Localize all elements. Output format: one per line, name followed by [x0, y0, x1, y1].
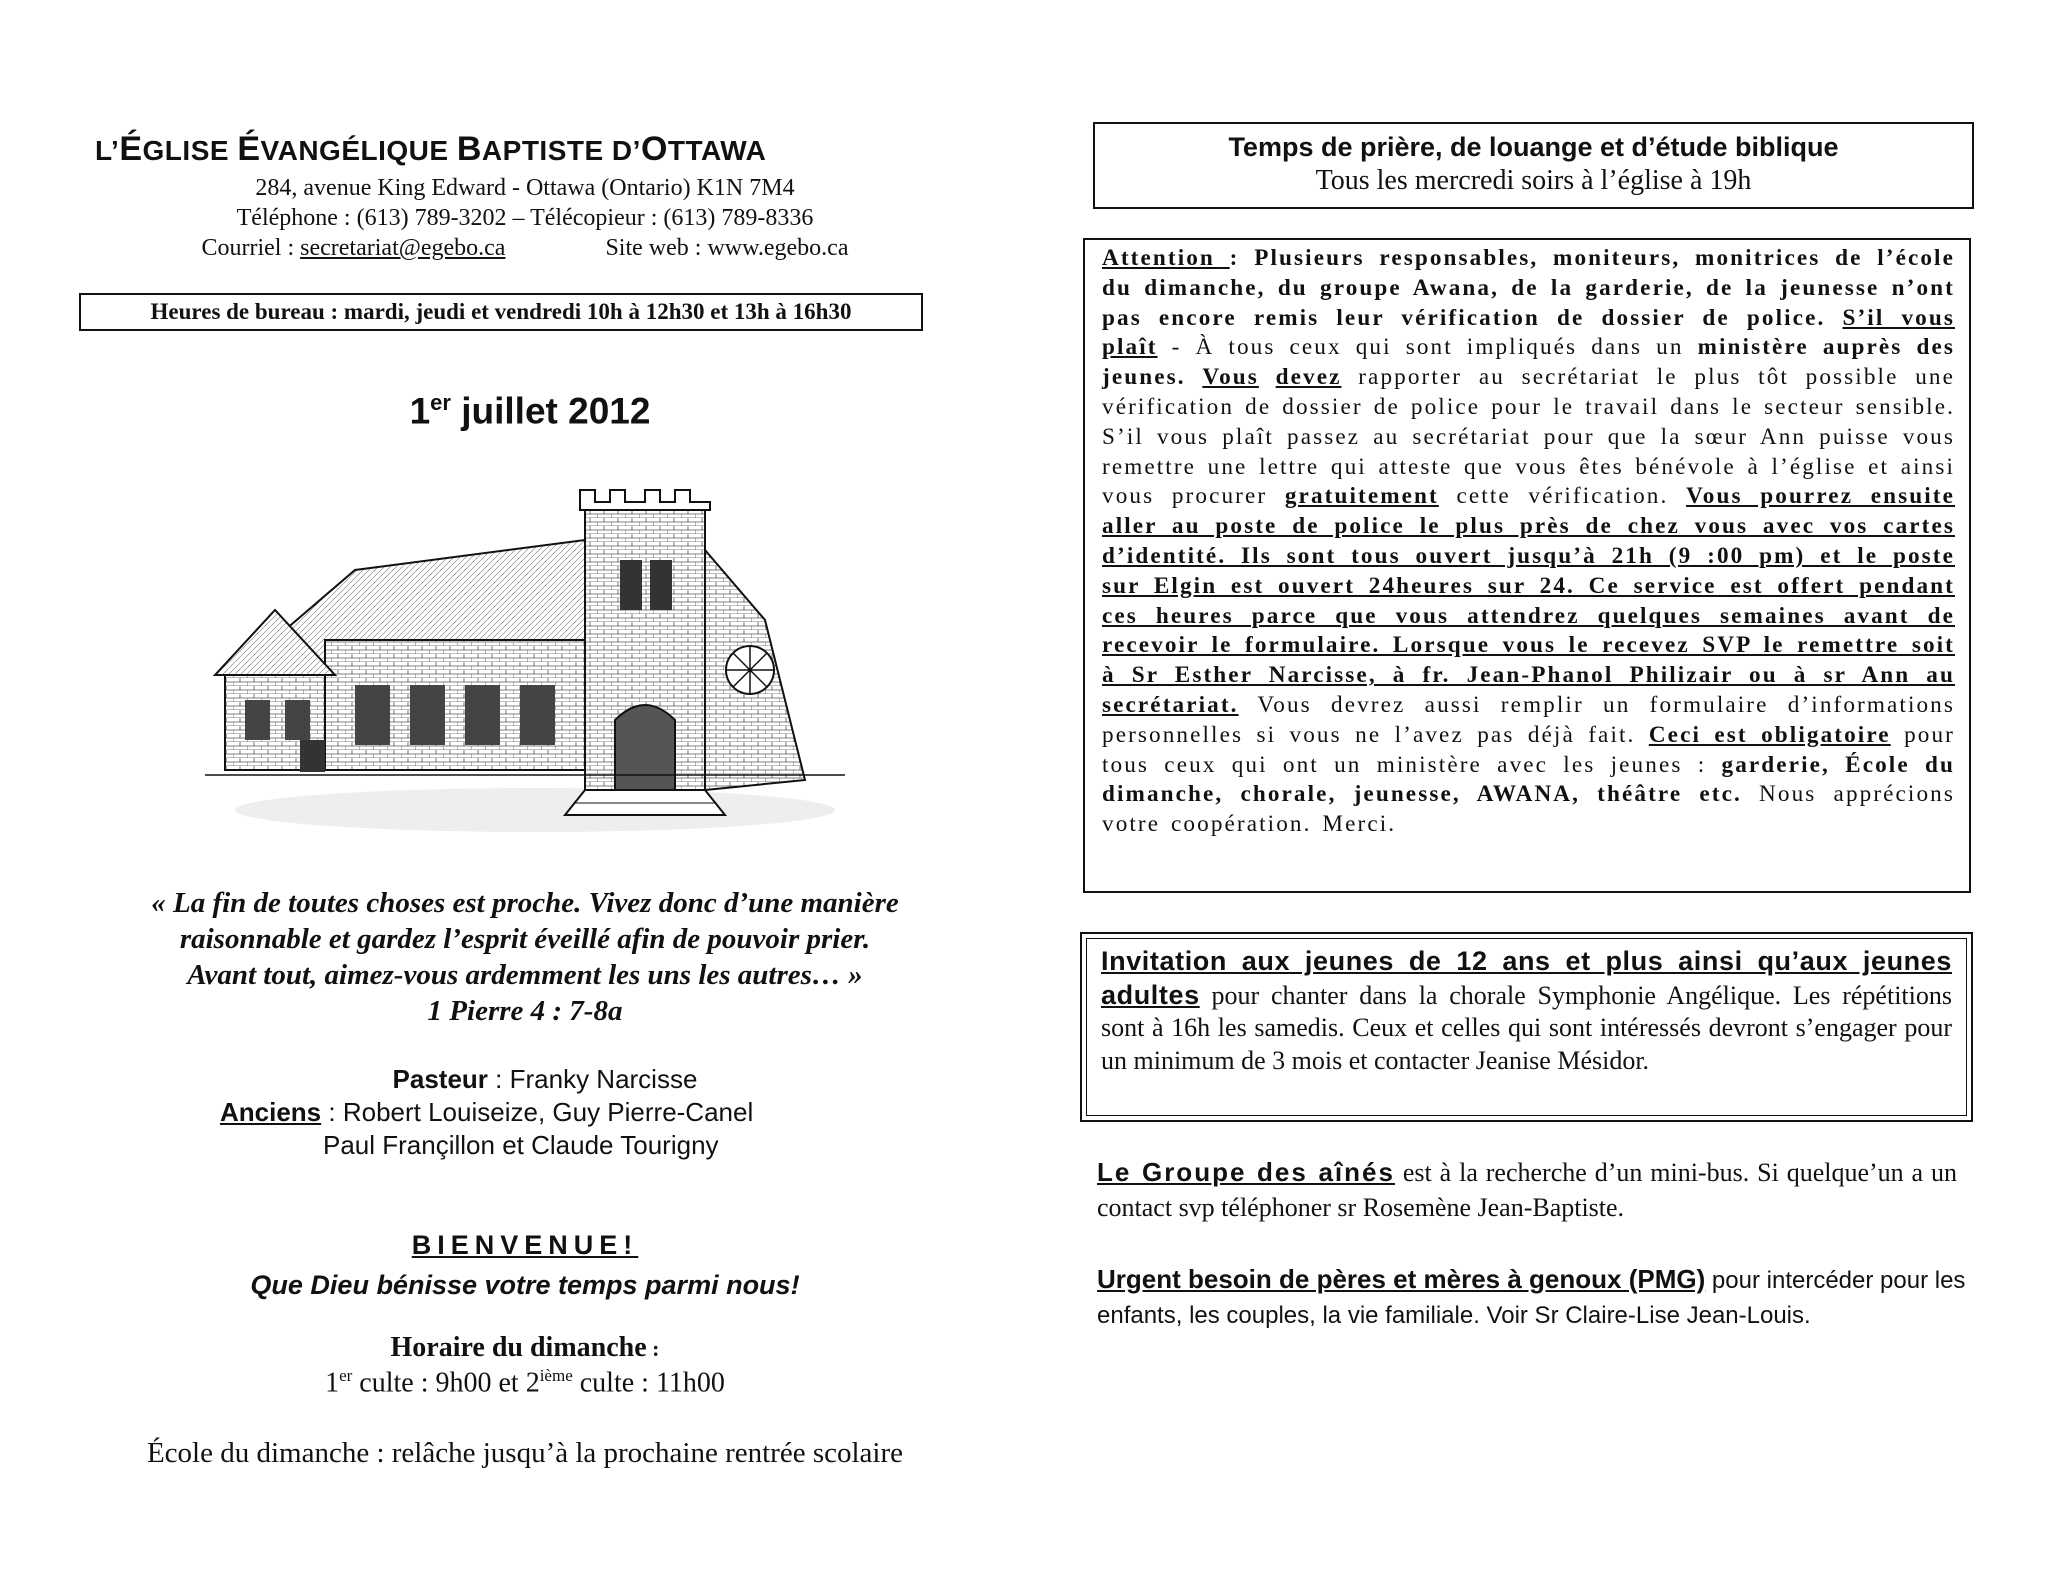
website-link[interactable]: Site web : www.egebo.ca [605, 235, 849, 261]
choir-invitation: Invitation aux jeunes de 12 ans et plus ainsi qu’aux jeunes adultes pour chanter dans la chorale Symphonie Angélique. Les répétitions sont à 16h les samedis. Ceux et celles qui sont intéressés devront s’engager pour un minimum de 3 mois et contacter Jeanise Mésidor. [1101, 946, 1952, 1075]
prayer-meeting-box [1093, 122, 1974, 209]
sunday-school-note: École du dimanche : relâche jusqu’à la prochaine rentrée scolaire [146, 1437, 904, 1469]
church-contact [95, 233, 955, 263]
email-label: Courriel : [201, 235, 301, 261]
seniors-notice: Le Groupe des aînés est à la recherche d’un mini-bus. Si quelque’un a un contact svp téléphoner sr Rosemène Jean-Baptiste. [1097, 1157, 1958, 1222]
church-phone: Téléphone : (613) 789-3202 – Télécopieur : (613) 789-8336 [236, 205, 814, 231]
attention-notice: Attention : Plusieurs responsables, moniteurs, monitrices de l’école du dimanche, du groupe Awana, de la garderie, de la jeunesse n’ont pas encore remis leur vérification de dossier de police. S’il vous plaît - À tous ceux qui sont impliqués dans un ministère auprès des jeunes. Vous devez rapporter au secrétariat le plus tôt possible une vérification de dossier de police pour le travail dans le secteur sensible. S’il vous plaît passez au secrétariat pour que la sœur Ann puisse vous remettre une lettre qui atteste que vous êtes bénévole à l’église et ainsi vous procurer gratuitement cette vérification. Vous pourrez ensuite aller au poste de police le plus près de chez vous avec vos cartes d’identité. Ils sont tous ouvert jusqu’à 21h (9 :00 pm) et le poste sur Elgin est ouvert 24heures sur 24. Ce service est offert pendant ces heures parce que vous attendrez quelques semaines avant de recevoir le formulaire. Lorsque vous le recevez SVP le remettre soit à Sr Esther Narcisse, à fr. Jean-Phanol Philizair ou à sr Ann au secrétariat. Vous devrez aussi remplir un formulaire d’informations personnelles si vous ne l’avez pas déjà fait. Ceci est obligatoire pour tous ceux qui ont un ministère avec les jeunes : garderie, École du dimanche, chorale, jeunesse, AWANA, théâtre etc. Nous apprécions votre coopération. Merci. [1102, 245, 1956, 838]
verse-line: « La fin de toutes choses est proche. Vivez donc d’une manière [151, 887, 899, 919]
sunday-schedule-title: Horaire du dimanche : [390, 1332, 660, 1363]
seniors-heading: Le Groupe des aînés [1097, 1157, 1395, 1187]
choir-invitation-box [1080, 932, 1973, 1122]
sunday-schedule: 1er culte : 9h00 et 2ième culte : 11h00 [325, 1366, 725, 1399]
email-link[interactable]: secretariat@egebo.ca [300, 235, 506, 261]
invitation-heading: Invitation aux jeunes de 12 ans et plus ainsi qu’aux jeunes adultes [1101, 946, 1952, 1010]
elders-line: Anciens : Robert Louiseize, Guy Pierre-Canel [220, 1097, 754, 1127]
pmg-heading: Urgent besoin de pères et mères à genoux (PMG) [1097, 1264, 1706, 1294]
attention-notice-box [1083, 238, 1971, 893]
welcome-heading: BIENVENUE! [411, 1230, 639, 1260]
bulletin-date: 1er juillet 2012 [409, 390, 651, 432]
verse-reference: 1 Pierre 4 : 7-8a [427, 995, 623, 1027]
church-address: 284, avenue King Edward - Ottawa (Ontario) K1N 7M4 [255, 175, 795, 201]
verse-line: raisonnable et gardez l’esprit éveillé afin de pouvoir prier. [179, 923, 871, 955]
prayer-title: Temps de prière, de louange et d’étude biblique [1228, 132, 1839, 162]
blessing-text: Que Dieu bénisse votre temps parmi nous! [250, 1270, 800, 1300]
pmg-notice: Urgent besoin de pères et mères à genoux (PMG) pour intercéder pour les enfants, les couples, la vie familiale. Voir Sr Claire-Lise Jean-Louis. [1097, 1264, 1966, 1329]
bible-verse [90, 885, 960, 1029]
prayer-subtitle: Tous les mercredi soirs à l’église à 19h [1315, 165, 1752, 196]
church-illustration [205, 470, 845, 845]
elders-line-2: Paul Françillon et Claude Tourigny [323, 1130, 719, 1160]
verse-line: Avant tout, aimez-vous ardemment les uns les autres… » [187, 959, 863, 991]
church-name: L’ÉGLISE ÉVANGÉLIQUE BAPTISTE D’OTTAWA [95, 130, 767, 168]
office-hours-box: Heures de bureau : mardi, jeudi et vendredi 10h à 12h30 et 13h à 16h30 [79, 293, 923, 331]
pastor-line: Pasteur : Franky Narcisse [392, 1064, 698, 1094]
